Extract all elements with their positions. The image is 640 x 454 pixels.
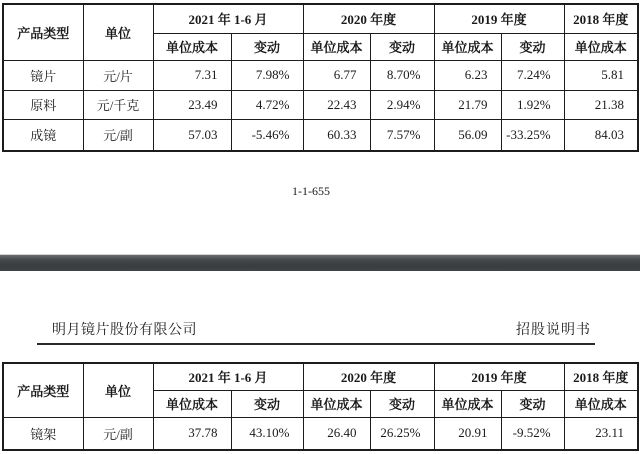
cell-unit: 元/副 [83, 417, 153, 450]
page-number: 1-1-655 [292, 184, 330, 198]
table-header-row-periods [3, 363, 638, 390]
header-period-2021: 2021 年 1-6 月 [153, 363, 303, 390]
cell-product: 原料 [3, 90, 83, 119]
cell-value: 21.38 [564, 90, 638, 119]
cell-value: 43.10% [231, 417, 303, 450]
header-period-2018: 2018 年度 [564, 4, 638, 33]
header-period-2019: 2019 年度 [434, 363, 564, 390]
header-unit-cost: 单位成本 [303, 33, 370, 60]
page2-running-header [37, 319, 595, 345]
document-type-label: 招股说明书 [516, 323, 591, 338]
header-unit-cost: 单位成本 [434, 33, 501, 60]
table-row-lenses [3, 60, 638, 90]
cell-value: 7.98% [231, 60, 303, 90]
cell-value: 7.31 [153, 60, 231, 90]
header-product-type: 产品类型 [3, 363, 83, 417]
cell-product: 成镜 [3, 119, 83, 151]
cell-value: 26.40 [303, 417, 370, 450]
header-unit-cost: 单位成本 [153, 390, 231, 417]
cell-value: 37.78 [153, 417, 231, 450]
cell-value: 20.91 [434, 417, 501, 450]
header-unit-cost: 单位成本 [153, 33, 231, 60]
cell-product: 镜片 [3, 60, 83, 90]
cell-value: 56.09 [434, 119, 501, 151]
cell-value: 26.25% [370, 417, 434, 450]
header-unit-cost: 单位成本 [564, 390, 638, 417]
company-name: 明月镜片股份有限公司 [52, 323, 197, 338]
unit-cost-table-page2 [2, 362, 639, 451]
header-change: 变动 [231, 33, 303, 60]
cell-value: 7.24% [501, 60, 564, 90]
cell-value: 6.77 [303, 60, 370, 90]
cell-value: 57.03 [153, 119, 231, 151]
header-period-2018: 2018 年度 [564, 363, 638, 390]
cell-value: -33.25% [501, 119, 564, 151]
table-header-row-periods [3, 4, 638, 33]
header-unit-cost: 单位成本 [303, 390, 370, 417]
cell-value: -5.46% [231, 119, 303, 151]
cell-value: 1.92% [501, 90, 564, 119]
cell-unit: 元/片 [83, 60, 153, 90]
header-period-2021: 2021 年 1-6 月 [153, 4, 303, 33]
cell-unit: 元/千克 [83, 90, 153, 119]
cell-value: 2.94% [370, 90, 434, 119]
header-change: 变动 [501, 33, 564, 60]
header-change: 变动 [231, 390, 303, 417]
header-unit: 单位 [83, 363, 153, 417]
header-change: 变动 [501, 390, 564, 417]
header-change: 变动 [370, 390, 434, 417]
cell-value: 84.03 [564, 119, 638, 151]
header-unit-cost: 单位成本 [564, 33, 638, 60]
header-period-2020: 2020 年度 [303, 363, 434, 390]
cell-value: 60.33 [303, 119, 370, 151]
cell-value: 23.49 [153, 90, 231, 119]
table-row-raw-material [3, 90, 638, 119]
cell-unit: 元/副 [83, 119, 153, 151]
cell-value: 4.72% [231, 90, 303, 119]
cell-value: 7.57% [370, 119, 434, 151]
cell-value: 21.79 [434, 90, 501, 119]
cell-value: 6.23 [434, 60, 501, 90]
header-unit: 单位 [83, 4, 153, 60]
header-product-type: 产品类型 [3, 4, 83, 60]
unit-cost-table-page1 [2, 3, 639, 152]
header-change: 变动 [370, 33, 434, 60]
cell-value: 23.11 [564, 417, 638, 450]
cell-value: 5.81 [564, 60, 638, 90]
cell-value: -9.52% [501, 417, 564, 450]
cell-product: 镜架 [3, 417, 83, 450]
cell-value: 8.70% [370, 60, 434, 90]
page-separator-bar [0, 254, 640, 271]
header-period-2020: 2020 年度 [303, 4, 434, 33]
cell-value: 22.43 [303, 90, 370, 119]
header-period-2019: 2019 年度 [434, 4, 564, 33]
table-row-finished-glasses [3, 119, 638, 151]
header-unit-cost: 单位成本 [434, 390, 501, 417]
table-row-frames [3, 417, 638, 450]
